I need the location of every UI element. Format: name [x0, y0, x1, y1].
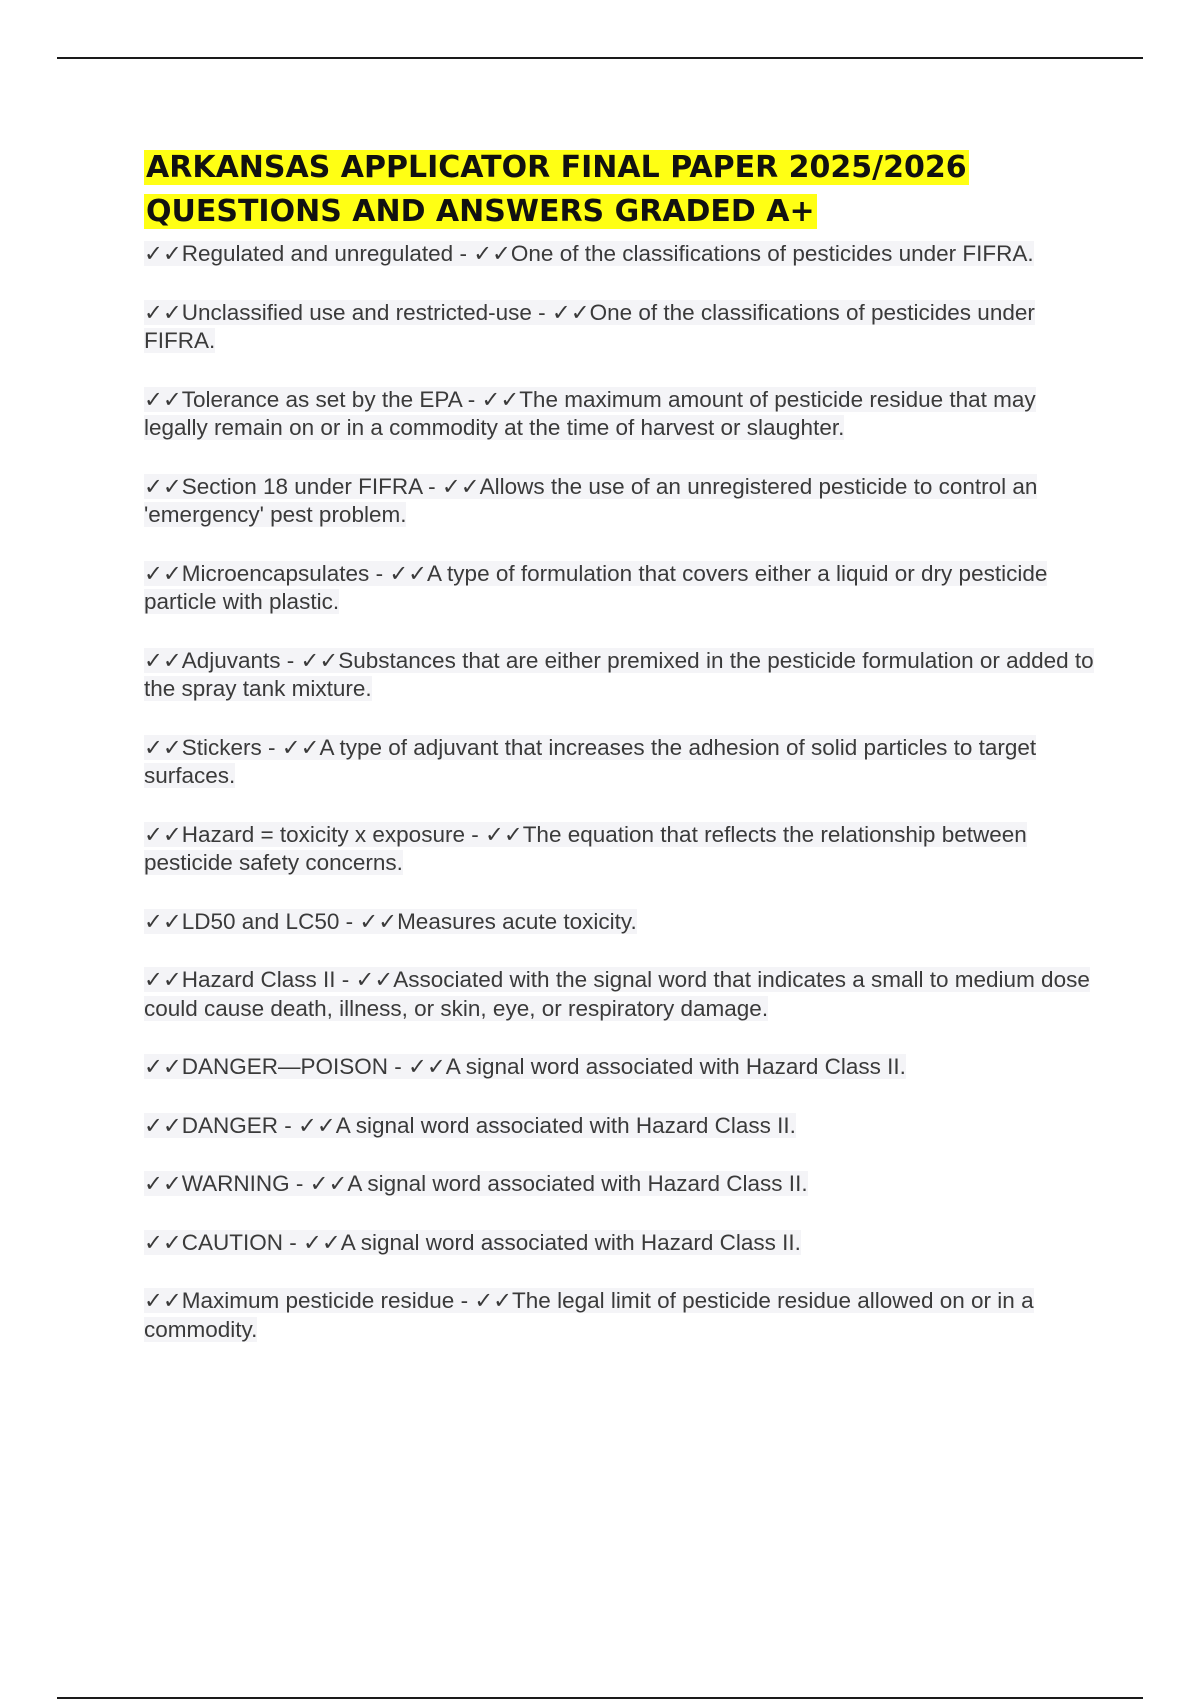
- qa-list: [144, 240, 1104, 1344]
- qa-term: Section 18 under FIFRA: [181, 473, 422, 499]
- qa-definition: A signal word associated with Hazard Class II.: [445, 1054, 906, 1079]
- qa-separator: -: [453, 241, 474, 266]
- check-mark-icon: ✓✓: [144, 560, 182, 586]
- qa-separator: -: [339, 908, 360, 934]
- check-mark-icon: ✓✓: [441, 473, 480, 499]
- qa-item: [144, 647, 1104, 704]
- qa-term: LD50 and LC50: [181, 908, 340, 934]
- check-mark-icon: ✓✓: [144, 647, 182, 673]
- qa-term: Tolerance as set by the EPA: [181, 386, 462, 412]
- qa-separator: -: [335, 967, 356, 992]
- qa-term: Maximum pesticide residue: [181, 1288, 455, 1313]
- check-mark-icon: ✓✓: [484, 821, 523, 847]
- check-mark-icon: ✓✓: [144, 473, 182, 499]
- check-mark-icon: ✓✓: [144, 821, 182, 847]
- qa-definition: A signal word associated with Hazard Class II.: [347, 1171, 808, 1196]
- qa-term: Hazard Class II: [181, 967, 336, 992]
- check-mark-icon: ✓✓: [144, 1229, 182, 1255]
- document-body: [144, 146, 1104, 1374]
- qa-item: [144, 966, 1104, 1023]
- check-mark-icon: ✓✓: [474, 1288, 513, 1313]
- qa-separator: -: [464, 821, 485, 847]
- qa-item: [144, 1053, 1104, 1082]
- qa-separator: -: [282, 1229, 303, 1255]
- qa-term: CAUTION: [181, 1229, 283, 1255]
- qa-separator: -: [277, 1112, 298, 1138]
- check-mark-icon: ✓✓: [302, 1229, 341, 1255]
- qa-term: Unclassified use and restricted-use: [181, 299, 532, 325]
- check-mark-icon: ✓✓: [144, 734, 182, 760]
- check-mark-icon: ✓✓: [281, 734, 320, 760]
- qa-definition: The maximum amount of pesticide residue that may legally remain on or in a commodity at the time of harvest or slaughter.: [144, 386, 1036, 440]
- qa-definition: The equation that reflects the relationship between pesticide safety concerns.: [144, 821, 1027, 875]
- check-mark-icon: ✓✓: [355, 967, 394, 992]
- qa-term: Regulated and unregulated: [181, 241, 454, 266]
- qa-separator: -: [454, 1288, 475, 1313]
- header-rule: [57, 57, 1143, 59]
- qa-item: [144, 299, 1104, 356]
- check-mark-icon: ✓✓: [144, 908, 182, 934]
- qa-definition: A signal word associated with Hazard Class II.: [335, 1112, 796, 1138]
- qa-definition: A signal word associated with Hazard Class II.: [340, 1229, 801, 1255]
- qa-item: [144, 473, 1104, 530]
- check-mark-icon: ✓✓: [144, 241, 182, 266]
- check-mark-icon: ✓✓: [144, 967, 182, 992]
- qa-definition: Allows the use of an unregistered pesticide to control an 'emergency' pest problem.: [144, 473, 1038, 527]
- qa-term: DANGER: [181, 1112, 278, 1138]
- qa-definition: Associated with the signal word that indicates a small to medium dose could cause death, illness, or skin, eye, or respiratory damage.: [144, 967, 1090, 1021]
- document-title: [144, 146, 1104, 234]
- qa-definition: Measures acute toxicity.: [397, 908, 637, 934]
- check-mark-icon: ✓✓: [481, 386, 520, 412]
- title-line-1: ARKANSAS APPLICATOR FINAL PAPER 2025/2026: [146, 150, 967, 185]
- qa-separator: -: [388, 1054, 408, 1079]
- qa-item: [144, 240, 1104, 269]
- qa-item: [144, 1112, 1104, 1141]
- footer-rule: [57, 1697, 1143, 1699]
- check-mark-icon: ✓✓: [309, 1171, 348, 1196]
- qa-term: Adjuvants: [181, 647, 281, 673]
- qa-item: [144, 1170, 1104, 1199]
- check-mark-icon: ✓✓: [144, 1171, 182, 1196]
- check-mark-icon: ✓✓: [144, 1112, 182, 1138]
- check-mark-icon: ✓✓: [300, 647, 339, 673]
- qa-separator: -: [461, 386, 482, 412]
- qa-term: DANGER—POISON: [181, 1054, 388, 1079]
- check-mark-icon: ✓✓: [144, 386, 182, 412]
- qa-term: WARNING: [181, 1171, 290, 1196]
- qa-item: [144, 386, 1104, 443]
- qa-term: Microencapsulates: [181, 560, 370, 586]
- qa-definition: One of the classifications of pesticides under FIFRA.: [144, 299, 1035, 353]
- qa-item: [144, 908, 1104, 937]
- qa-definition: A type of adjuvant that increases the adhesion of solid particles to target surfaces.: [144, 734, 1037, 788]
- check-mark-icon: ✓✓: [473, 241, 511, 266]
- qa-item: [144, 821, 1104, 878]
- qa-separator: -: [421, 473, 442, 499]
- qa-separator: -: [261, 734, 282, 760]
- qa-definition: A type of formulation that covers either a liquid or dry pesticide particle with plastic.: [144, 560, 1048, 614]
- check-mark-icon: ✓✓: [297, 1112, 336, 1138]
- check-mark-icon: ✓✓: [389, 560, 428, 586]
- qa-item: [144, 734, 1104, 791]
- qa-definition: The legal limit of pesticide residue allowed on or in a commodity.: [144, 1288, 1034, 1342]
- qa-item: [144, 1287, 1104, 1344]
- check-mark-icon: ✓✓: [551, 299, 590, 325]
- title-line-2: QUESTIONS AND ANSWERS GRADED A+: [146, 194, 815, 229]
- qa-separator: -: [280, 647, 301, 673]
- qa-item: [144, 560, 1104, 617]
- check-mark-icon: ✓✓: [144, 299, 182, 325]
- qa-separator: -: [531, 299, 552, 325]
- qa-separator: -: [289, 1171, 310, 1196]
- qa-definition: One of the classifications of pesticides under FIFRA.: [510, 241, 1034, 266]
- qa-separator: -: [369, 560, 390, 586]
- qa-term: Hazard = toxicity x exposure: [181, 821, 465, 847]
- check-mark-icon: ✓✓: [408, 1054, 446, 1079]
- check-mark-icon: ✓✓: [144, 1288, 182, 1313]
- qa-definition: Substances that are either premixed in the pesticide formulation or added to the spray tank mixture.: [144, 647, 1094, 701]
- qa-item: [144, 1229, 1104, 1258]
- check-mark-icon: ✓✓: [144, 1054, 182, 1079]
- qa-term: Stickers: [181, 734, 262, 760]
- check-mark-icon: ✓✓: [359, 908, 398, 934]
